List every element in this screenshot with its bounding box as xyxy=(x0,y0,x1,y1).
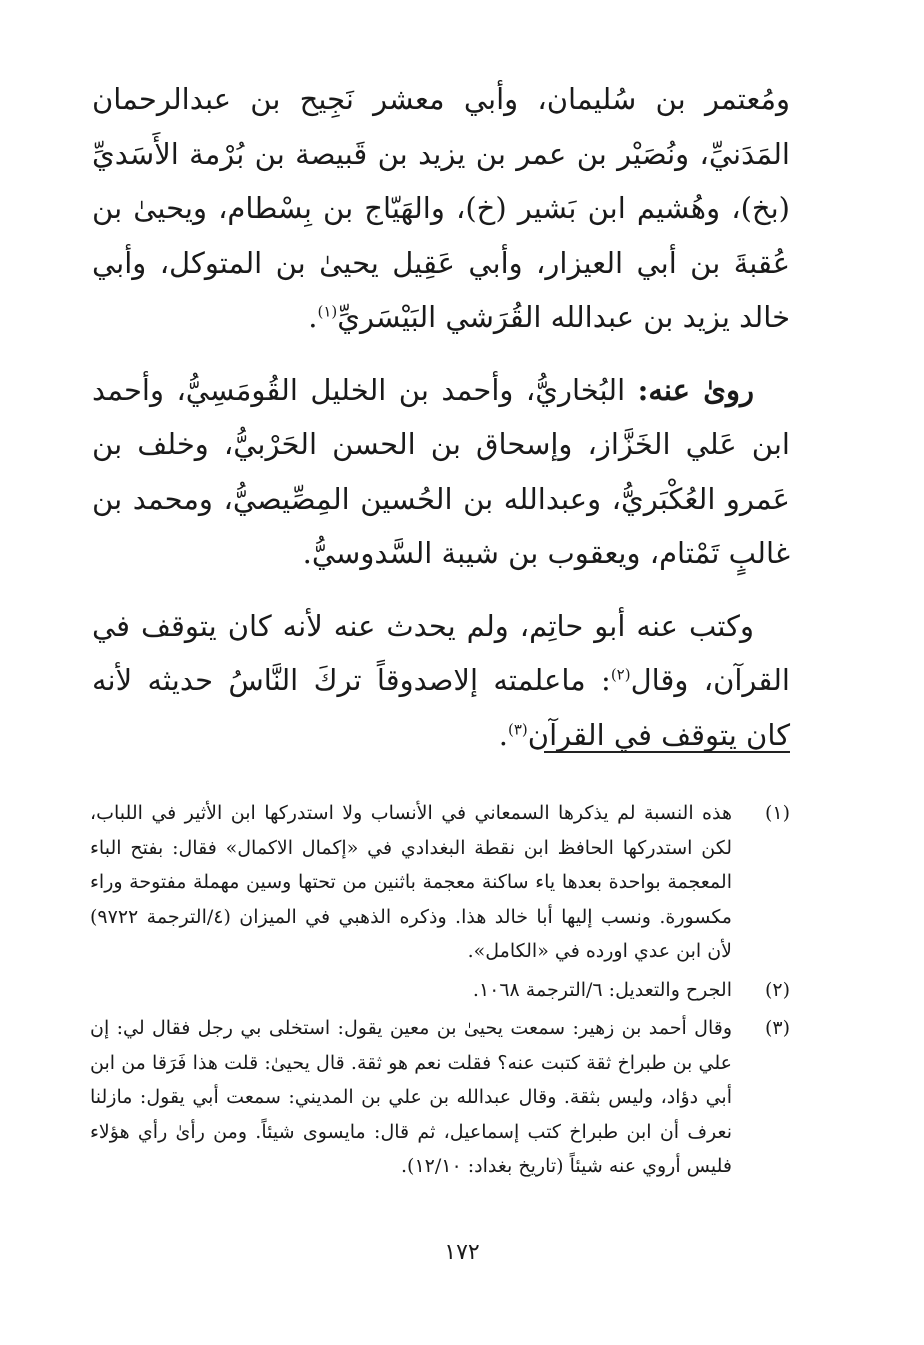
main-text xyxy=(92,72,790,780)
page-number: ١٧٢ xyxy=(444,1240,480,1265)
footnote-text: هذه النسبة لم يذكرها السمعاني في الأنساب ولا استدركها ابن الأثير في اللباب، لكن استدركها الحافظ ابن نقطة البغدادي في «إكمال الاكمال» فقال: بفتح الباء المعجمة بواحدة بعدها ياء ساكنة معجمة باثنين من تحتها وسين مهملة مفتوحة وراء مكسورة. ونسب إليها أبا خالد هذا. وذكره الذهبي في الميزان (٤/الترجمة ٩٧٢٢) لأن ابن عدي اورده في «الكامل». xyxy=(90,802,732,962)
students-heading: روىٰ عنه: xyxy=(637,372,754,407)
footnote-text: وقال أحمد بن زهير: سمعت يحيىٰ بن معين يقول: استخلى بي رجل فقال لي: إن علي بن طبراخ ثقة كتبت عنه؟ فقلت نعم هو ثقة. قال يحيىٰ: قلت هذا فَرَقا من ابن أبي دؤاد، وليس بثقة. وقال عبدالله بن علي بن المديني: سمعت أبي يقول: مازلنا نعرف أن ابن طبراخ كتب إسماعيل، ثم قال: مايسوى شيئاً. ومن رأىٰ رأي هؤلاء فليس أروي عنه شيئاً (تاريخ بغداد: ١٢/١٠). xyxy=(90,1017,732,1177)
footnote-3 xyxy=(90,1011,790,1184)
footnote-divider xyxy=(544,751,790,753)
footnote-number: (٢) xyxy=(764,978,790,1001)
paragraph-teachers: ومُعتمر بن سُليمان، وأبي معشر نَجِيح بن عبدالرحمان المَدَنيِّ، ونُصَيْر بن عمر بن يزيد بن قَبيصة بن بُرْمة الأَسَديِّ (بخ)، وهُشيم ابن بَشير (خ)، والهَيّاج بن بِسْطام، ويحيىٰ بن عُقبةَ بن أبي العيزار، وأبي عَقِيل يحيىٰ بن المتوكل، وأبي خالد يزيد بن عبدالله القُرَشي البَيْسَريِّ$^{(١)}$. xyxy=(92,82,790,334)
paragraph-students: روىٰ عنه: البُخاريُّ، وأحمد بن الخليل القُومَسِيُّ، وأحمد ابن عَلي الخَزَّاز، وإسحاق بن الحسن الحَرْبيُّ، وخلف بن عَمرو العُكْبَريُّ، وعبدالله بن الحُسين المِصِّيصيُّ، ومحمد بن غالبٍ تَمْتام، ويعقوب بن شيبة السَّدوسيُّ. xyxy=(92,372,790,570)
footnote-text: الجرح والتعديل: ٦/الترجمة ١٠٦٨. xyxy=(472,978,732,1001)
footnote-ref-1[interactable]: (١) xyxy=(317,302,338,321)
footnote-1 xyxy=(90,796,790,969)
footnote-ref-2[interactable]: (٢) xyxy=(610,665,631,684)
footnote-2 xyxy=(90,973,790,1008)
footnotes xyxy=(90,796,790,1184)
footnote-number: (١) xyxy=(764,802,790,824)
paragraph-abu-hatim: وكتب عنه أبو حاتِم، ولم يحدث عنه لأنه كان يتوقف في القرآن، وقال$^{(٢)}$: ماعلمته إلاصدوقاً تركَ النَّاسُ حديثه لأنه كان يتوقف في القرآن$^{(٣)}$. xyxy=(92,608,790,752)
footnote-number: (٣) xyxy=(764,1017,790,1039)
footnote-ref-3[interactable]: (٣) xyxy=(507,719,528,738)
